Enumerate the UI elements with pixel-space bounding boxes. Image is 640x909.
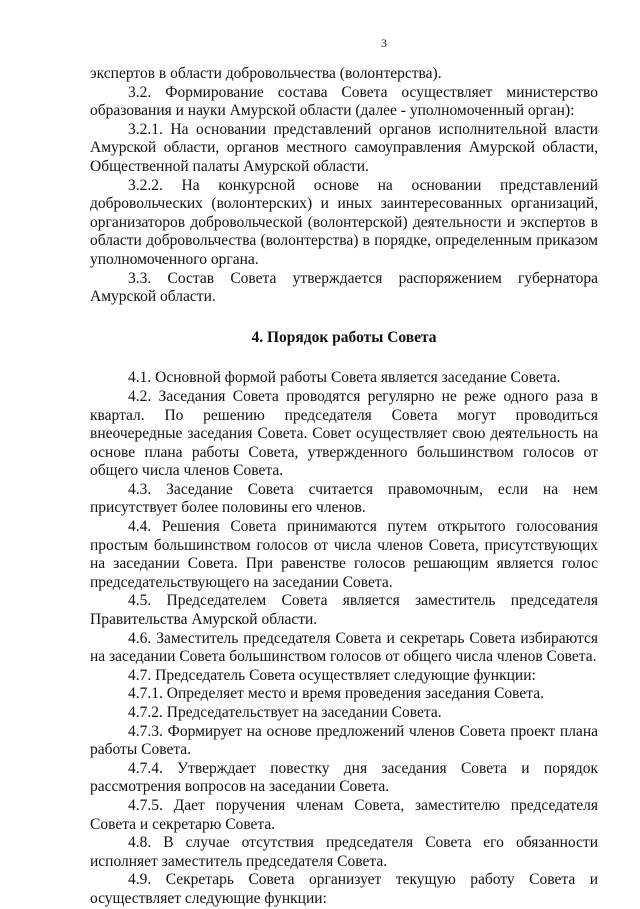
paragraph-3-2-2: 3.2.2. На конкурсной основе на основании представлений добровольческих (волонтерских) и иных заинтересованных организаций, организаторов добровольческой (волонтерской) деятельности и экспертов в области добровольчества (волонтерства) в порядке, определенным приказом уполномоченного органа. [90,176,598,268]
paragraph-4-4: 4.4. Решения Совета принимаются путем открытого голосования простым большинством голосов от числа членов Совета, присутствующих на заседании Совета. При равенстве голосов решающим является голос председательствующего на заседании Совета. [90,518,598,591]
page-number: 3 [381,36,387,50]
paragraph-experts: экспертов в области добровольчества (волонтерства). [90,65,442,82]
paragraph-4-7-1: 4.7.1. Определяет место и время проведения заседания Совета. [128,685,544,703]
paragraph-4-7-2: 4.7.2. Председательствует на заседании Совета. [128,704,442,721]
paragraph-4-5: 4.5. Председателем Совета является заместитель председателя Правительства Амурской области. [90,592,598,629]
paragraph-4-7: 4.7. Председатель Совета осуществляет следующие функции: [128,666,536,684]
paragraph-4-7-4: 4.7.4. Утверждает повестку дня заседания Совета и порядок рассмотрения вопросов на заседании Совета. [90,759,598,796]
paragraph-4-7-5: 4.7.5. Дает поручения членам Совета, заместителю председателя Совета и секретарю Совета. [90,796,598,833]
paragraph-4-1: 4.1. Основной формой работы Совета является заседание Совета. [128,369,561,387]
paragraph-3-2: 3.2. Формирование состава Совета осуществляет министерство образования и науки Амурской области (далее - уполномоченный орган): [90,83,598,120]
paragraph-4-7-3: 4.7.3. Формирует на основе предложений членов Совета проект плана работы Совета. [90,722,598,759]
section-title: 4. Порядок работы Совета [251,328,437,346]
paragraph-4-8: 4.8. В случае отсутствия председателя Совета его обязанности исполняет заместитель председателя Совета. [90,834,598,870]
paragraph-3-2-1: 3.2.1. На основании представлений органов исполнительной власти Амурской области, органов местного самоуправления Амурской области, Общественной палаты Амурской области. [90,120,598,175]
paragraph-4-3: 4.3. Заседание Совета считается правомочным, если на нем присутствует более половины его членов. [90,480,598,517]
paragraph-4-2: 4.2. Заседания Совета проводятся регулярно не реже одного раза в квартал. По решению председателя Совета могут проводиться внеочередные заседания Совета. Совет осуществляет свою деятельность на основе плана работы Совета, утвержденного большинством голосов от общего числа членов Совета. [90,387,598,480]
paragraph-3-3: 3.3. Состав Совета утверждается распоряжением губернатора Амурской области. [90,269,598,306]
paragraph-4-9: 4.9. Секретарь Совета организует текущую работу Совета и осуществляет следующие функции: [90,871,598,907]
paragraph-4-6: 4.6. Заместитель председателя Совета и секретарь Совета избираются на заседании Совета большинством голосов от общего числа членов Совета. [90,629,598,666]
